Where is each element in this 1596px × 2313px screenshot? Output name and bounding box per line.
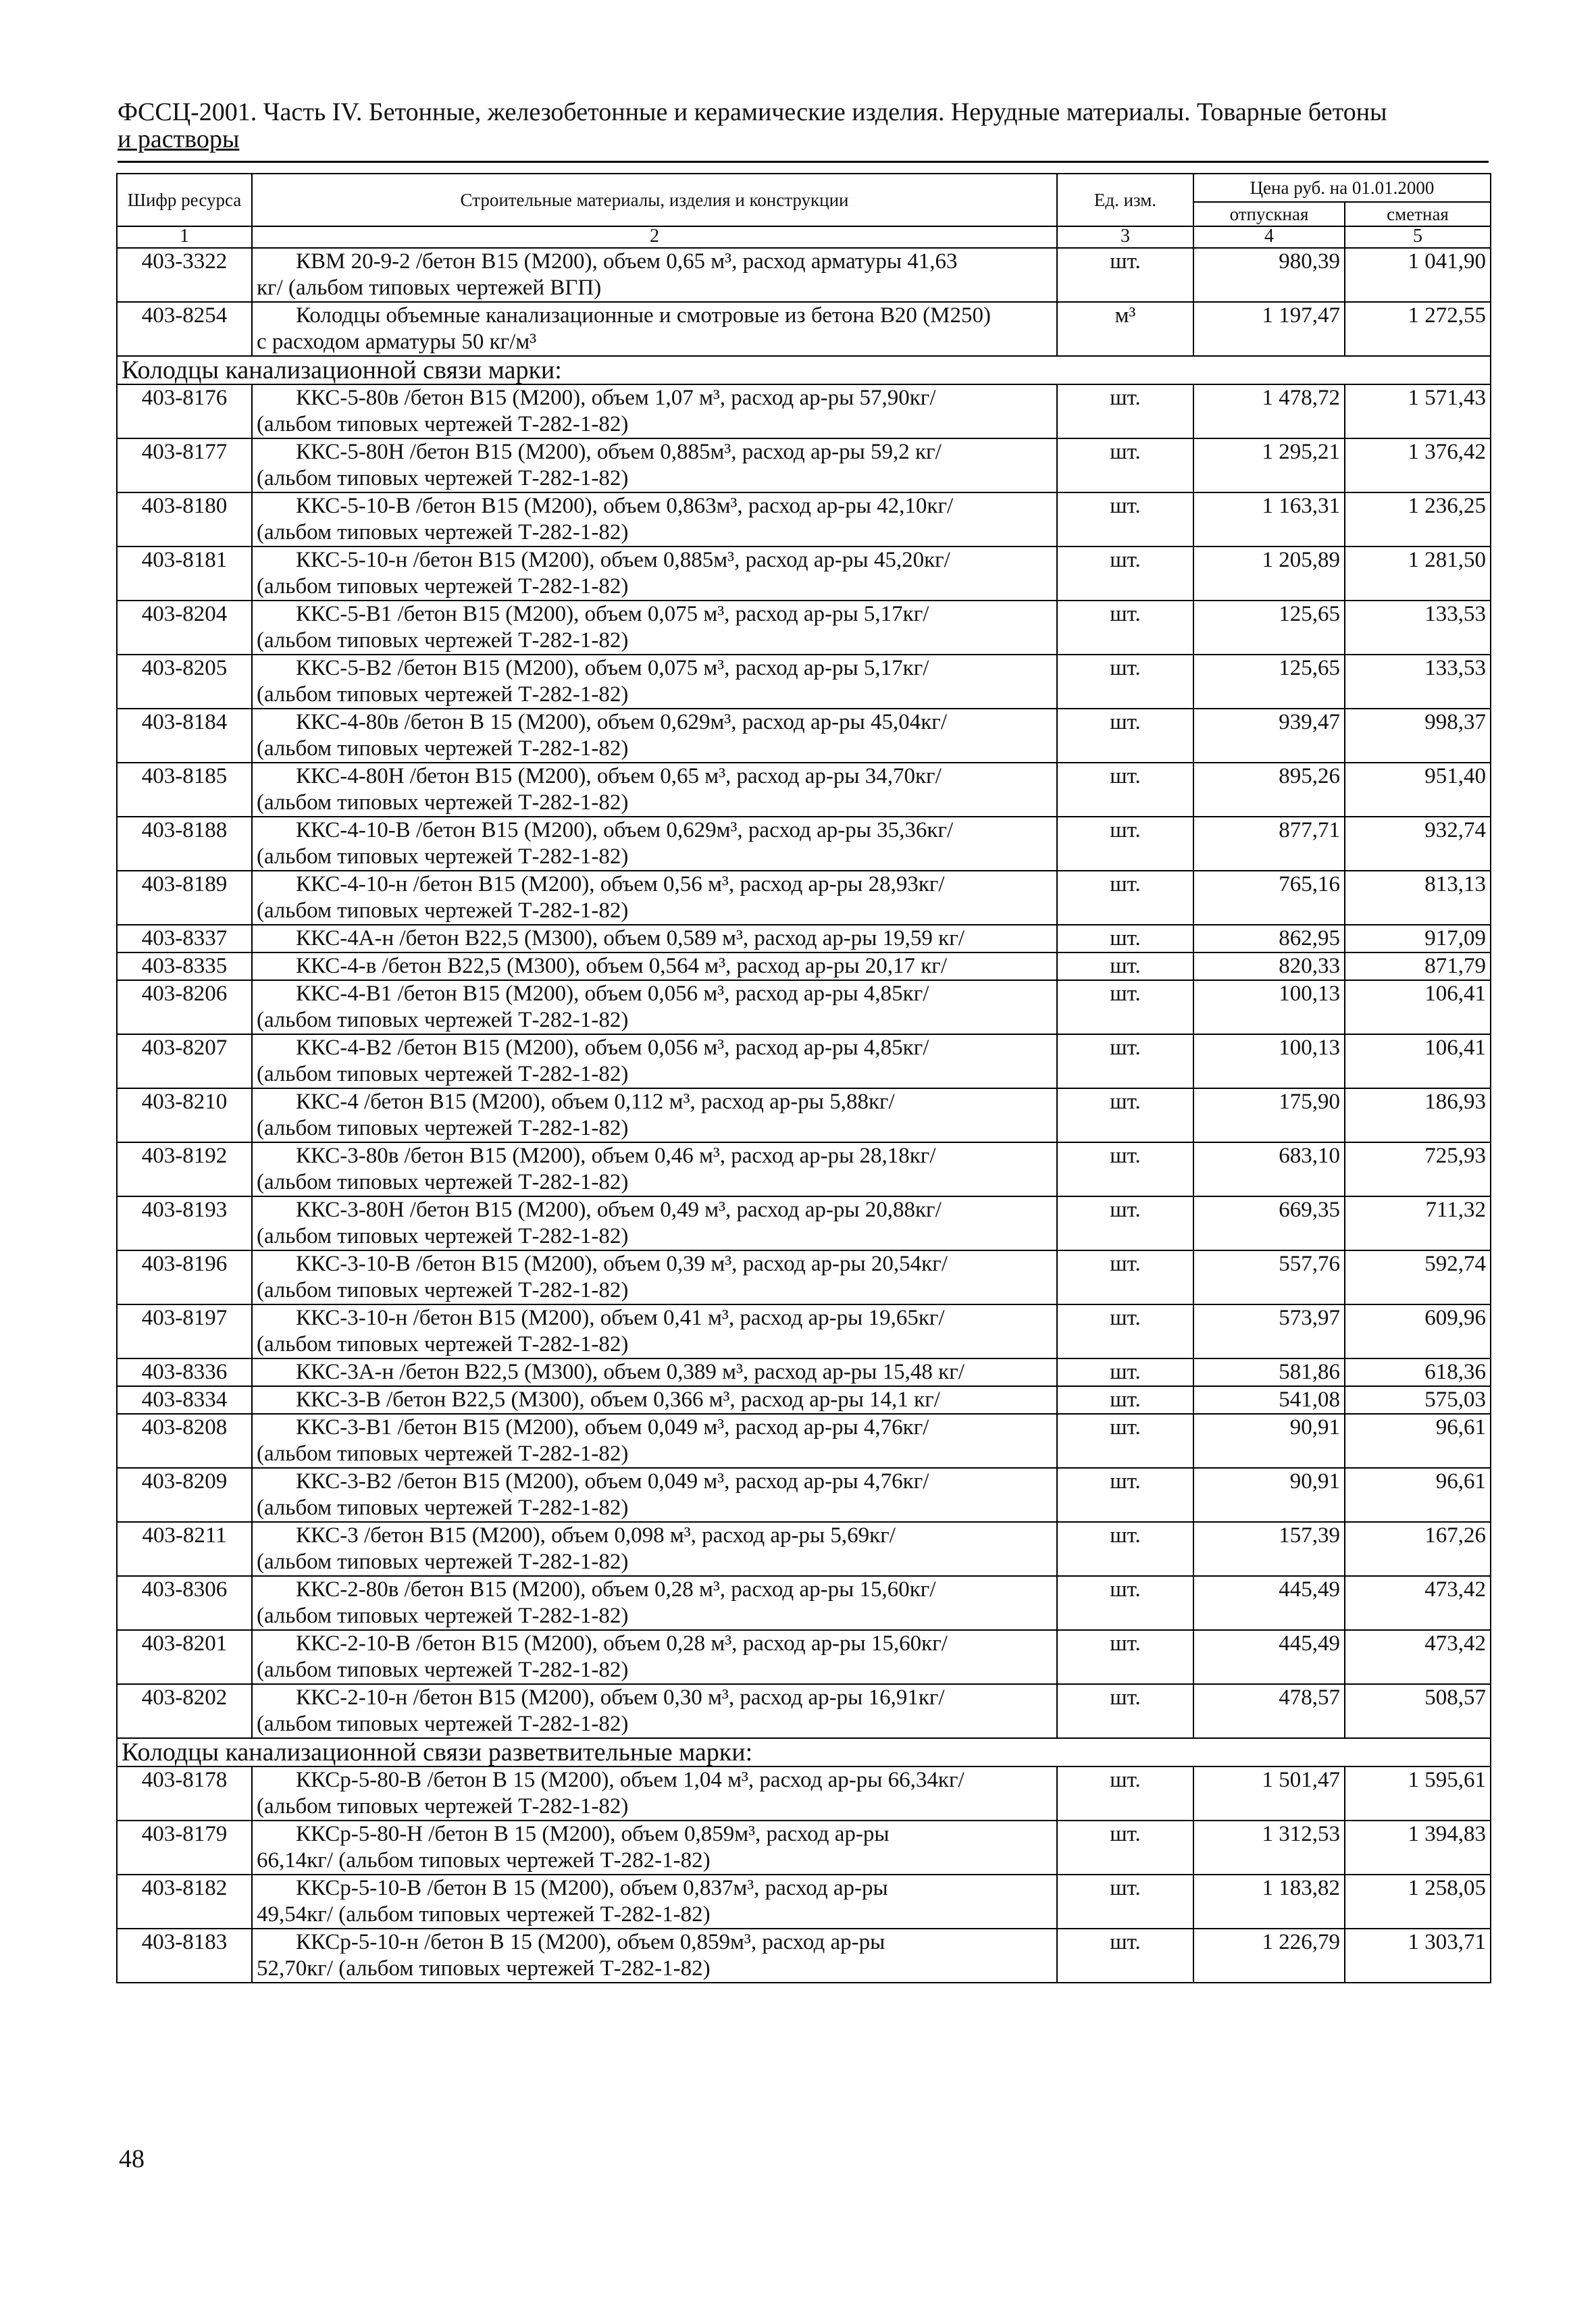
unit: шт.: [1057, 1576, 1193, 1630]
table-row: [117, 384, 1491, 438]
column-number: 4: [1193, 226, 1345, 248]
header-rule: [118, 161, 1489, 163]
material-name: [252, 1468, 1057, 1522]
material-name-line2: (альбом типовых чертежей Т-282-1-82): [257, 1712, 629, 1736]
estimate-price: 575,03: [1345, 1386, 1491, 1414]
material-name-line2: (альбом типовых чертежей Т-282-1-82): [257, 466, 629, 490]
table-row: [117, 763, 1491, 817]
material-name: [252, 763, 1057, 817]
release-price: 573,97: [1193, 1304, 1345, 1358]
resource-code: 403-8306: [117, 1576, 252, 1630]
release-price: 1 226,79: [1193, 1929, 1345, 1983]
material-name: [252, 1414, 1057, 1468]
resource-code: 403-8337: [117, 925, 252, 952]
material-name: [252, 980, 1057, 1034]
material-name-line1: КВМ 20-9-2 /бетон В15 (М200), объем 0,65 м³, расход арматуры 41,63: [296, 249, 958, 274]
column-number: 3: [1057, 226, 1193, 248]
material-name-line2: (альбом типовых чертежей Т-282-1-82): [257, 1794, 629, 1819]
material-name-line2: (альбом типовых чертежей Т-282-1-82): [257, 790, 629, 815]
header-name: Строительные материалы, изделия и конструкции: [252, 174, 1057, 226]
resource-code: 403-8189: [117, 871, 252, 925]
table-row: [117, 709, 1491, 763]
material-name-line2: кг/ (альбом типовых чертежей ВГП): [257, 276, 602, 300]
material-name: [252, 1034, 1057, 1088]
table-row: [117, 817, 1491, 871]
table-row: [117, 1684, 1491, 1738]
unit: шт.: [1057, 871, 1193, 925]
estimate-price: 1 394,83: [1345, 1821, 1491, 1875]
header-code: Шифр ресурса: [117, 174, 252, 226]
resource-code: 403-8209: [117, 1468, 252, 1522]
release-price: 1 183,82: [1193, 1875, 1345, 1929]
table-row: [117, 1304, 1491, 1358]
table-row: [117, 1875, 1491, 1929]
release-price: 862,95: [1193, 925, 1345, 952]
table-row: [117, 1088, 1491, 1142]
table-row: [117, 1358, 1491, 1386]
header-price: Цена руб. на 01.01.2000: [1193, 174, 1491, 202]
table-row: [117, 871, 1491, 925]
estimate-price: 167,26: [1345, 1522, 1491, 1576]
resource-code: 403-8334: [117, 1386, 252, 1414]
unit: шт.: [1057, 1821, 1193, 1875]
resource-code: 403-8202: [117, 1684, 252, 1738]
material-name: [252, 925, 1057, 952]
release-price: 157,39: [1193, 1522, 1345, 1576]
unit: шт.: [1057, 1250, 1193, 1304]
table-row: [117, 1386, 1491, 1414]
resource-code: 403-3322: [117, 248, 252, 302]
material-name: [252, 1522, 1057, 1576]
material-name-line2: (альбом типовых чертежей Т-282-1-82): [257, 1604, 629, 1628]
price-table: [116, 173, 1491, 1983]
release-price: 1 295,21: [1193, 438, 1345, 492]
estimate-price: 1 571,43: [1345, 384, 1491, 438]
material-name: [252, 1630, 1057, 1684]
material-name-line2: (альбом типовых чертежей Т-282-1-82): [257, 736, 629, 761]
material-name-line1: ККС-5-80Н /бетон В15 (М200), объем 0,885м³, расход ар-ры 59,2 кг/: [296, 440, 942, 464]
unit: шт.: [1057, 1386, 1193, 1414]
material-name-line1: ККС-3-80Н /бетон В15 (М200), объем 0,49 м³, расход ар-ры 20,88кг/: [296, 1198, 942, 1222]
material-name-line2: (альбом типовых чертежей Т-282-1-82): [257, 574, 629, 599]
material-name-line1: ККС-5-10-В /бетон В15 (М200), объем 0,863м³, расход ар-ры 42,10кг/: [296, 494, 954, 518]
table-row: [117, 1576, 1491, 1630]
unit: шт.: [1057, 925, 1193, 952]
release-price: 90,91: [1193, 1414, 1345, 1468]
material-name: [252, 1088, 1057, 1142]
estimate-price: 592,74: [1345, 1250, 1491, 1304]
estimate-price: 508,57: [1345, 1684, 1491, 1738]
table-row: [117, 1821, 1491, 1875]
unit: шт.: [1057, 601, 1193, 655]
release-price: 125,65: [1193, 655, 1345, 709]
release-price: 877,71: [1193, 817, 1345, 871]
material-name-line1: ККС-4-80Н /бетон В15 (М200), объем 0,65 м³, расход ар-ры 34,70кг/: [296, 764, 942, 788]
release-price: 1 163,31: [1193, 492, 1345, 547]
estimate-price: 998,37: [1345, 709, 1491, 763]
material-name-line1: ККС-4-80в /бетон В 15 (М200), объем 0,629м³, расход ар-ры 45,04кг/: [296, 710, 947, 734]
unit: шт.: [1057, 1304, 1193, 1358]
material-name-line1: ККСр-5-10-н /бетон В 15 (М200), объем 0,859м³, расход ар-ры: [296, 1930, 885, 1954]
table-row: [117, 547, 1491, 601]
material-name-line1: ККС-4-В1 /бетон В15 (М200), объем 0,056 м³, расход ар-ры 4,85кг/: [296, 982, 929, 1006]
material-name: [252, 952, 1057, 980]
release-price: 100,13: [1193, 980, 1345, 1034]
resource-code: 403-8179: [117, 1821, 252, 1875]
resource-code: 403-8178: [117, 1766, 252, 1821]
material-name-line1: ККСр-5-10-В /бетон В 15 (М200), объем 0,837м³, расход ар-ры: [296, 1876, 888, 1900]
resource-code: 403-8208: [117, 1414, 252, 1468]
release-price: 765,16: [1193, 871, 1345, 925]
estimate-price: 1 236,25: [1345, 492, 1491, 547]
estimate-price: 186,93: [1345, 1088, 1491, 1142]
release-price: 1 312,53: [1193, 1821, 1345, 1875]
material-name-line1: ККС-3-В2 /бетон В15 (М200), объем 0,049 м³, расход ар-ры 4,76кг/: [296, 1469, 929, 1494]
estimate-price: 932,74: [1345, 817, 1491, 871]
table-row: [117, 1766, 1491, 1821]
resource-code: 403-8210: [117, 1088, 252, 1142]
release-price: 939,47: [1193, 709, 1345, 763]
resource-code: 403-8201: [117, 1630, 252, 1684]
material-name-line2: (альбом типовых чертежей Т-282-1-82): [257, 1278, 629, 1302]
release-price: 895,26: [1193, 763, 1345, 817]
material-name-line2: (альбом типовых чертежей Т-282-1-82): [257, 1496, 629, 1520]
table-row: [117, 1630, 1491, 1684]
unit: шт.: [1057, 547, 1193, 601]
section-row: [117, 356, 1491, 384]
unit: шт.: [1057, 1196, 1193, 1250]
table-row: [117, 980, 1491, 1034]
material-name: [252, 1684, 1057, 1738]
material-name-line1: ККС-5-10-н /бетон В15 (М200), объем 0,885м³, расход ар-ры 45,20кг/: [296, 548, 950, 572]
resource-code: 403-8196: [117, 1250, 252, 1304]
header-release-price: отпускная: [1193, 202, 1345, 226]
resource-code: 403-8204: [117, 601, 252, 655]
unit: шт.: [1057, 709, 1193, 763]
resource-code: 403-8183: [117, 1929, 252, 1983]
estimate-price: 725,93: [1345, 1142, 1491, 1196]
material-name: [252, 1304, 1057, 1358]
estimate-price: 1 281,50: [1345, 547, 1491, 601]
material-name: [252, 601, 1057, 655]
resource-code: 403-8193: [117, 1196, 252, 1250]
release-price: 90,91: [1193, 1468, 1345, 1522]
resource-code: 403-8177: [117, 438, 252, 492]
unit: шт.: [1057, 980, 1193, 1034]
unit: шт.: [1057, 655, 1193, 709]
resource-code: 403-8192: [117, 1142, 252, 1196]
column-number: 2: [252, 226, 1057, 248]
material-name-line1: ККС-5-В2 /бетон В15 (М200), объем 0,075 м³, расход ар-ры 5,17кг/: [296, 656, 929, 680]
material-name-line1: ККС-4-10-н /бетон В15 (М200), объем 0,56 м³, расход ар-ры 28,93кг/: [296, 872, 945, 896]
material-name-line1: ККСр-5-80-В /бетон В 15 (М200), объем 1,04 м³, расход ар-ры 66,34кг/: [296, 1768, 964, 1792]
table-body: [117, 248, 1491, 1983]
estimate-price: 1 303,71: [1345, 1929, 1491, 1983]
release-price: 445,49: [1193, 1630, 1345, 1684]
unit: шт.: [1057, 1414, 1193, 1468]
estimate-price: 133,53: [1345, 655, 1491, 709]
material-name-line1: ККС-2-10-н /бетон В15 (М200), объем 0,30 м³, расход ар-ры 16,91кг/: [296, 1685, 945, 1710]
release-price: 820,33: [1193, 952, 1345, 980]
table-row: [117, 1196, 1491, 1250]
unit: шт.: [1057, 763, 1193, 817]
release-price: 980,39: [1193, 248, 1345, 302]
estimate-price: 1 041,90: [1345, 248, 1491, 302]
resource-code: 403-8184: [117, 709, 252, 763]
material-name: [252, 655, 1057, 709]
estimate-price: 871,79: [1345, 952, 1491, 980]
unit: шт.: [1057, 1088, 1193, 1142]
material-name-line1: ККС-5-В1 /бетон В15 (М200), объем 0,075 м³, расход ар-ры 5,17кг/: [296, 602, 929, 626]
release-price: 478,57: [1193, 1684, 1345, 1738]
resource-code: 403-8206: [117, 980, 252, 1034]
release-price: 175,90: [1193, 1088, 1345, 1142]
material-name-line1: ККС-2-10-В /бетон В15 (М200), объем 0,28 м³, расход ар-ры 15,60кг/: [296, 1631, 948, 1656]
material-name-line2: (альбом типовых чертежей Т-282-1-82): [257, 1658, 629, 1682]
unit: шт.: [1057, 1522, 1193, 1576]
material-name-line2: (альбом типовых чертежей Т-282-1-82): [257, 1442, 629, 1466]
material-name-line1: ККС-3 /бетон В15 (М200), объем 0,098 м³, расход ар-ры 5,69кг/: [296, 1523, 896, 1548]
material-name-line1: ККС-2-80в /бетон В15 (М200), объем 0,28 м³, расход ар-ры 15,60кг/: [296, 1577, 936, 1602]
unit: шт.: [1057, 438, 1193, 492]
header-title-line2: и растворы: [118, 125, 240, 153]
material-name-line1: Колодцы объемные канализационные и смотровые из бетона В20 (М250): [296, 303, 991, 328]
estimate-price: 96,61: [1345, 1414, 1491, 1468]
table-row: [117, 1522, 1491, 1576]
table-row: [117, 438, 1491, 492]
resource-code: 403-8197: [117, 1304, 252, 1358]
material-name: [252, 248, 1057, 302]
header-unit: Ед. изм.: [1057, 174, 1193, 226]
table-row: [117, 1034, 1491, 1088]
unit: шт.: [1057, 1875, 1193, 1929]
material-name-line1: ККС-3-В1 /бетон В15 (М200), объем 0,049 м³, расход ар-ры 4,76кг/: [296, 1415, 929, 1440]
resource-code: 403-8185: [117, 763, 252, 817]
estimate-price: 473,42: [1345, 1576, 1491, 1630]
resource-code: 403-8336: [117, 1358, 252, 1386]
table-row: [117, 302, 1491, 356]
unit: шт.: [1057, 248, 1193, 302]
material-name: [252, 817, 1057, 871]
unit: шт.: [1057, 1142, 1193, 1196]
material-name-line1: ККСр-5-80-Н /бетон В 15 (М200), объем 0,859м³, расход ар-ры: [296, 1822, 890, 1846]
estimate-price: 609,96: [1345, 1304, 1491, 1358]
material-name-line1: ККС-4 /бетон В15 (М200), объем 0,112 м³, расход ар-ры 5,88кг/: [296, 1090, 895, 1114]
estimate-price: 133,53: [1345, 601, 1491, 655]
header-title-line1: ФССЦ-2001. Часть IV. Бетонные, железобетонные и керамические изделия. Нерудные материалы. Товарные бетоны: [118, 98, 1387, 126]
material-name-line1: ККС-3-10-н /бетон В15 (М200), объем 0,41 м³, расход ар-ры 19,65кг/: [296, 1306, 945, 1330]
unit: шт.: [1057, 1929, 1193, 1983]
estimate-price: 618,36: [1345, 1358, 1491, 1386]
resource-code: 403-8188: [117, 817, 252, 871]
material-name-line2: (альбом типовых чертежей Т-282-1-82): [257, 628, 629, 653]
section-title: Колодцы канализационной связи разветвительные марки:: [117, 1738, 1491, 1766]
unit: шт.: [1057, 492, 1193, 547]
release-price: 445,49: [1193, 1576, 1345, 1630]
release-price: 1 501,47: [1193, 1766, 1345, 1821]
estimate-price: 711,32: [1345, 1196, 1491, 1250]
material-name-line2: (альбом типовых чертежей Т-282-1-82): [257, 1332, 629, 1356]
column-number: 5: [1345, 226, 1491, 248]
material-name-line1: ККС-4А-н /бетон В22,5 (М300), объем 0,589 м³, расход ар-ры 19,59 кг/: [296, 926, 964, 950]
estimate-price: 917,09: [1345, 925, 1491, 952]
unit: шт.: [1057, 817, 1193, 871]
estimate-price: 1 595,61: [1345, 1766, 1491, 1821]
material-name: [252, 1358, 1057, 1386]
material-name-line1: ККС-3-В /бетон В22,5 (М300), объем 0,366 м³, расход ар-ры 14,1 кг/: [296, 1388, 940, 1412]
material-name-line2: (альбом типовых чертежей Т-282-1-82): [257, 1008, 629, 1032]
material-name-line2: (альбом типовых чертежей Т-282-1-82): [257, 1062, 629, 1086]
material-name-line1: ККС-3А-н /бетон В22,5 (М300), объем 0,389 м³, расход ар-ры 15,48 кг/: [296, 1360, 964, 1384]
table-row: [117, 925, 1491, 952]
unit: м³: [1057, 302, 1193, 356]
material-name-line2: (альбом типовых чертежей Т-282-1-82): [257, 1550, 629, 1574]
release-price: 541,08: [1193, 1386, 1345, 1414]
unit: шт.: [1057, 1034, 1193, 1088]
release-price: 557,76: [1193, 1250, 1345, 1304]
material-name: [252, 492, 1057, 547]
resource-code: 403-8211: [117, 1522, 252, 1576]
header-estimate-price: сметная: [1345, 202, 1491, 226]
release-price: 669,35: [1193, 1196, 1345, 1250]
table-row: [117, 1414, 1491, 1468]
material-name-line2: (альбом типовых чертежей Т-282-1-82): [257, 1116, 629, 1140]
document-header: [118, 99, 1489, 153]
material-name-line1: ККС-4-в /бетон В22,5 (М300), объем 0,564 м³, расход ар-ры 20,17 кг/: [296, 954, 947, 978]
material-name: [252, 547, 1057, 601]
material-name-line2: с расходом арматуры 50 кг/м³: [257, 330, 537, 354]
estimate-price: 951,40: [1345, 763, 1491, 817]
material-name-line1: ККС-5-80в /бетон В15 (М200), объем 1,07 м³, расход ар-ры 57,90кг/: [296, 386, 936, 410]
unit: шт.: [1057, 1358, 1193, 1386]
material-name-line2: (альбом типовых чертежей Т-282-1-82): [257, 412, 629, 436]
table-row: [117, 1929, 1491, 1983]
material-name: [252, 1250, 1057, 1304]
table-row: [117, 248, 1491, 302]
release-price: 1 478,72: [1193, 384, 1345, 438]
material-name-line2: (альбом типовых чертежей Т-282-1-82): [257, 844, 629, 869]
material-name-line2: 66,14кг/ (альбом типовых чертежей Т-282-1-82): [257, 1848, 711, 1873]
estimate-price: 1 272,55: [1345, 302, 1491, 356]
material-name: [252, 1929, 1057, 1983]
unit: шт.: [1057, 1684, 1193, 1738]
release-price: 1 197,47: [1193, 302, 1345, 356]
release-price: 125,65: [1193, 601, 1345, 655]
material-name-line1: ККС-3-10-В /бетон В15 (М200), объем 0,39 м³, расход ар-ры 20,54кг/: [296, 1252, 948, 1276]
table-row: [117, 601, 1491, 655]
material-name: [252, 1386, 1057, 1414]
unit: шт.: [1057, 1766, 1193, 1821]
estimate-price: 106,41: [1345, 980, 1491, 1034]
material-name: [252, 302, 1057, 356]
material-name-line1: ККС-4-В2 /бетон В15 (М200), объем 0,056 м³, расход ар-ры 4,85кг/: [296, 1036, 929, 1060]
table-row: [117, 1142, 1491, 1196]
resource-code: 403-8205: [117, 655, 252, 709]
estimate-price: 96,61: [1345, 1468, 1491, 1522]
resource-code: 403-8176: [117, 384, 252, 438]
table-row: [117, 1250, 1491, 1304]
estimate-price: 813,13: [1345, 871, 1491, 925]
material-name-line1: ККС-3-80в /бетон В15 (М200), объем 0,46 м³, расход ар-ры 28,18кг/: [296, 1144, 936, 1168]
unit: шт.: [1057, 384, 1193, 438]
resource-code: 403-8180: [117, 492, 252, 547]
material-name: [252, 871, 1057, 925]
estimate-price: 106,41: [1345, 1034, 1491, 1088]
table-row: [117, 1468, 1491, 1522]
section-title: Колодцы канализационной связи марки:: [117, 356, 1491, 384]
release-price: 1 205,89: [1193, 547, 1345, 601]
material-name-line2: (альбом типовых чертежей Т-282-1-82): [257, 1170, 629, 1194]
estimate-price: 1 258,05: [1345, 1875, 1491, 1929]
estimate-price: 473,42: [1345, 1630, 1491, 1684]
release-price: 581,86: [1193, 1358, 1345, 1386]
material-name: [252, 1576, 1057, 1630]
estimate-price: 1 376,42: [1345, 438, 1491, 492]
table-row: [117, 952, 1491, 980]
release-price: 100,13: [1193, 1034, 1345, 1088]
release-price: 683,10: [1193, 1142, 1345, 1196]
material-name: [252, 709, 1057, 763]
table-row: [117, 655, 1491, 709]
material-name: [252, 1196, 1057, 1250]
resource-code: 403-8254: [117, 302, 252, 356]
material-name: [252, 1766, 1057, 1821]
material-name: [252, 1142, 1057, 1196]
material-name-line2: 49,54кг/ (альбом типовых чертежей Т-282-1-82): [257, 1902, 711, 1927]
resource-code: 403-8182: [117, 1875, 252, 1929]
material-name-line2: 52,70кг/ (альбом типовых чертежей Т-282-1-82): [257, 1956, 711, 1981]
material-name-line2: (альбом типовых чертежей Т-282-1-82): [257, 1224, 629, 1248]
table-row: [117, 492, 1491, 547]
unit: шт.: [1057, 1468, 1193, 1522]
material-name-line2: (альбом типовых чертежей Т-282-1-82): [257, 898, 629, 923]
section-row: [117, 1738, 1491, 1766]
unit: шт.: [1057, 952, 1193, 980]
material-name: [252, 1821, 1057, 1875]
unit: шт.: [1057, 1630, 1193, 1684]
column-number: 1: [117, 226, 252, 248]
page-number: 48: [119, 2145, 145, 2173]
material-name-line2: (альбом типовых чертежей Т-282-1-82): [257, 682, 629, 707]
material-name-line1: ККС-4-10-В /бетон В15 (М200), объем 0,629м³, расход ар-ры 35,36кг/: [296, 818, 954, 842]
resource-code: 403-8335: [117, 952, 252, 980]
resource-code: 403-8207: [117, 1034, 252, 1088]
resource-code: 403-8181: [117, 547, 252, 601]
material-name: [252, 438, 1057, 492]
material-name-line2: (альбом типовых чертежей Т-282-1-82): [257, 520, 629, 544]
material-name: [252, 1875, 1057, 1929]
material-name: [252, 384, 1057, 438]
